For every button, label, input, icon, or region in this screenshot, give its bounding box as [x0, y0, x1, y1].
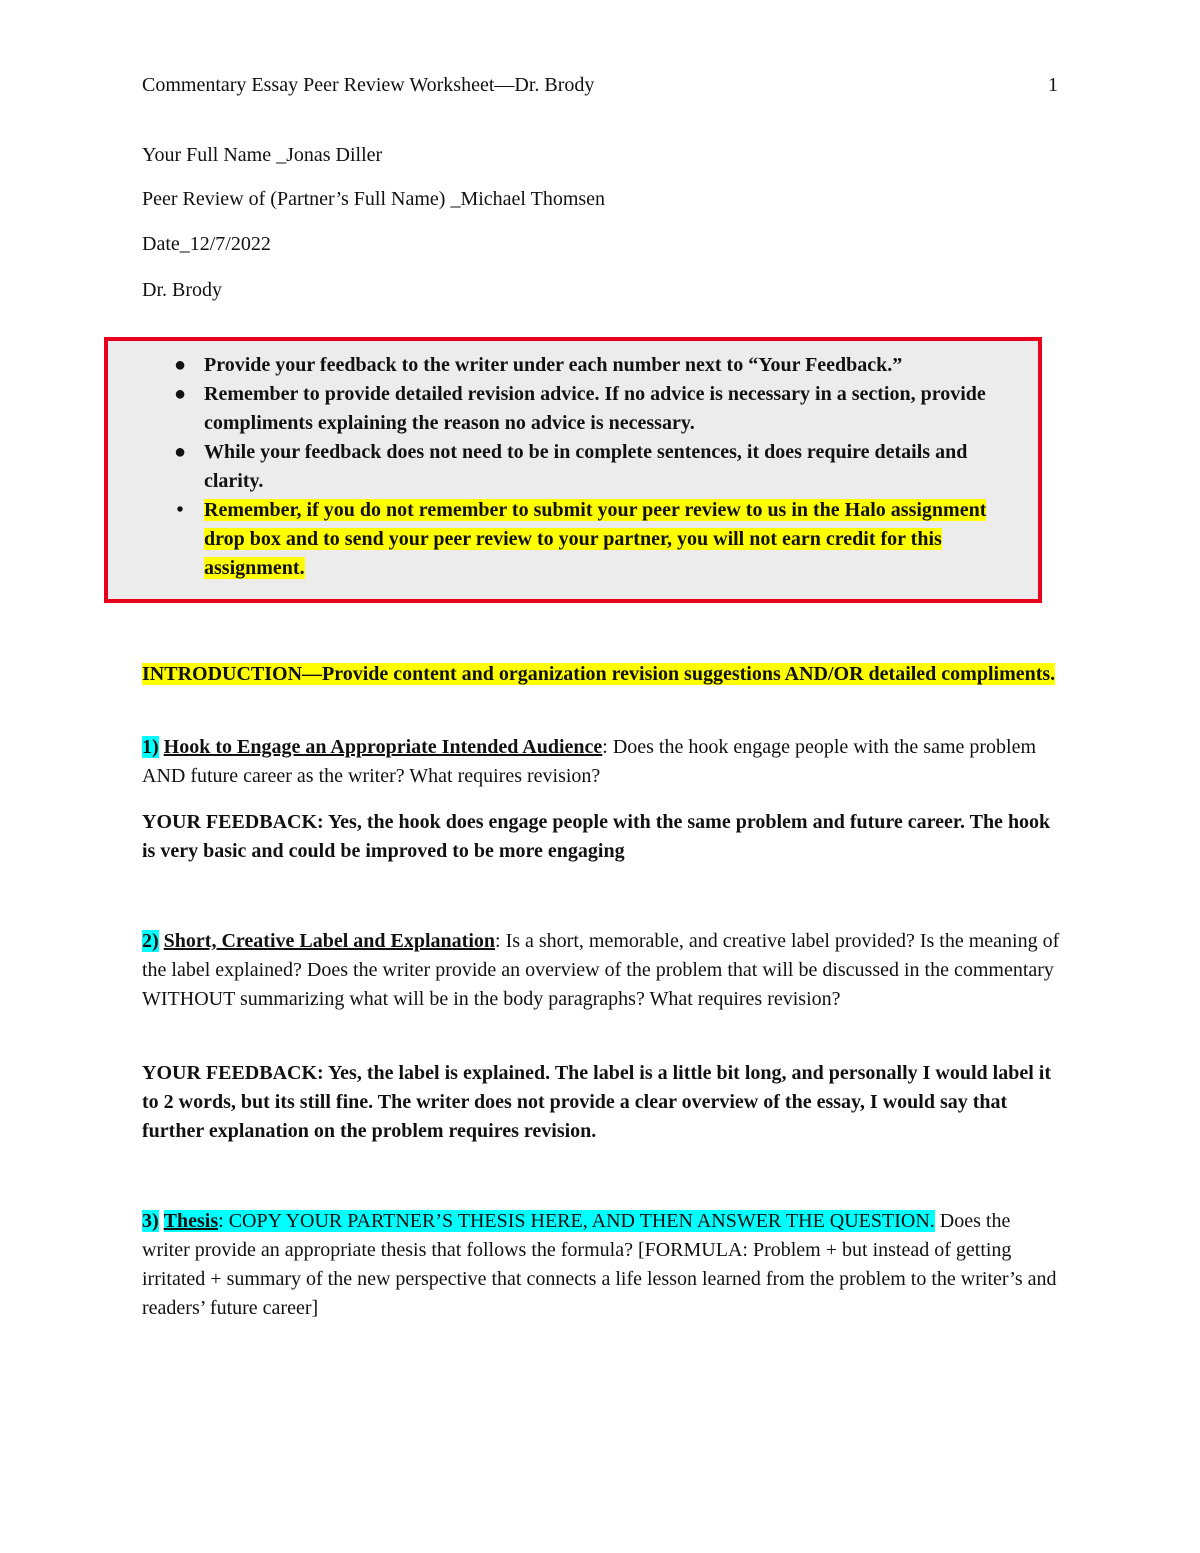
instruction-item: [108, 380, 1038, 438]
question-3-title: Thesis: [163, 1210, 219, 1232]
date-line: Date_12/7/2022: [142, 233, 271, 255]
feedback-2-text: Yes, the label is explained. The label is a little bit long, and personally I would label it to 2 words, but its still fine. The writer does not provide a clear overview of the essay, I would say that further explanation on the problem requires revision.: [142, 1062, 1051, 1142]
header-title: Commentary Essay Peer Review Worksheet—Dr. Brody: [142, 74, 595, 96]
question-1-title: Hook to Engage an Appropriate Intended Audience: [163, 736, 603, 758]
instruction-item: [108, 351, 1038, 380]
question-3-text: Does the writer provide an appropriate thesis that follows the formula? [FORMULA: Problem + but instead of getting irritated + summary of the new perspective that connects a life lesson learned from the problem to the writer’s and readers’ future career]: [142, 1210, 1057, 1319]
question-2-number: 2): [142, 930, 159, 952]
instructor-line: Dr. Brody: [142, 279, 222, 301]
question-1-number: 1): [142, 736, 159, 758]
feedback-1: [142, 808, 1062, 866]
question-3-number: 3): [142, 1210, 159, 1232]
instruction-text-highlighted: Remember, if you do not remember to submit your peer review to us in the Halo assignment drop box and to send your peer review to your partner, you will not earn credit for this assignment.: [204, 499, 987, 579]
page-header: [142, 74, 1058, 97]
question-2-title: Short, Creative Label and Explanation: [163, 930, 496, 952]
instruction-text: Remember to provide detailed revision advice. If no advice is necessary in a section, provide compliments explaining the reason no advice is necessary.: [204, 383, 986, 434]
bullet-icon: ●: [173, 354, 187, 376]
introduction-heading-text: INTRODUCTION—Provide content and organization revision suggestions AND/OR detailed compliments.: [142, 663, 1056, 685]
bullet-icon: •: [176, 499, 184, 521]
page-number: 1: [1048, 74, 1058, 96]
instruction-text: Provide your feedback to the writer under each number next to “Your Feedback.”: [204, 354, 903, 376]
instruction-text: While your feedback does not need to be in complete sentences, it does require details and clarity.: [204, 441, 968, 492]
bullet-icon: ●: [173, 441, 187, 463]
bullet-icon: ●: [173, 383, 187, 405]
question-2: [142, 927, 1062, 1014]
introduction-heading: [142, 660, 1062, 689]
question-3: [142, 1207, 1062, 1323]
question-1-text: : Does the hook engage people with the same problem AND future career as the writer? What requires revision?: [142, 736, 1037, 787]
instruction-item: [108, 496, 1038, 583]
question-3-highlight-text: : COPY YOUR PARTNER’S THESIS HERE, AND THEN ANSWER THE QUESTION.: [218, 1210, 935, 1232]
feedback-2-label: YOUR FEEDBACK:: [142, 1062, 328, 1084]
instructions-list: [108, 351, 1038, 583]
feedback-1-label: YOUR FEEDBACK:: [142, 811, 328, 833]
feedback-1-text: Yes, the hook does engage people with the same problem and future career. The hook is very basic and could be improved to be more engaging: [142, 811, 1051, 862]
full-name-line: Your Full Name _Jonas Diller: [142, 144, 383, 166]
instructions-box: [104, 337, 1042, 603]
question-1: [142, 733, 1062, 791]
feedback-2: [142, 1059, 1062, 1146]
instruction-item: [108, 438, 1038, 496]
partner-name-line: Peer Review of (Partner’s Full Name) _Michael Thomsen: [142, 188, 606, 210]
question-2-text: : Is a short, memorable, and creative label provided? Is the meaning of the label explained? Does the writer provide an overview of the problem that will be discussed in the commentary WITHOUT summarizing what will be in the body paragraphs? What requires revision?: [142, 930, 1060, 1010]
